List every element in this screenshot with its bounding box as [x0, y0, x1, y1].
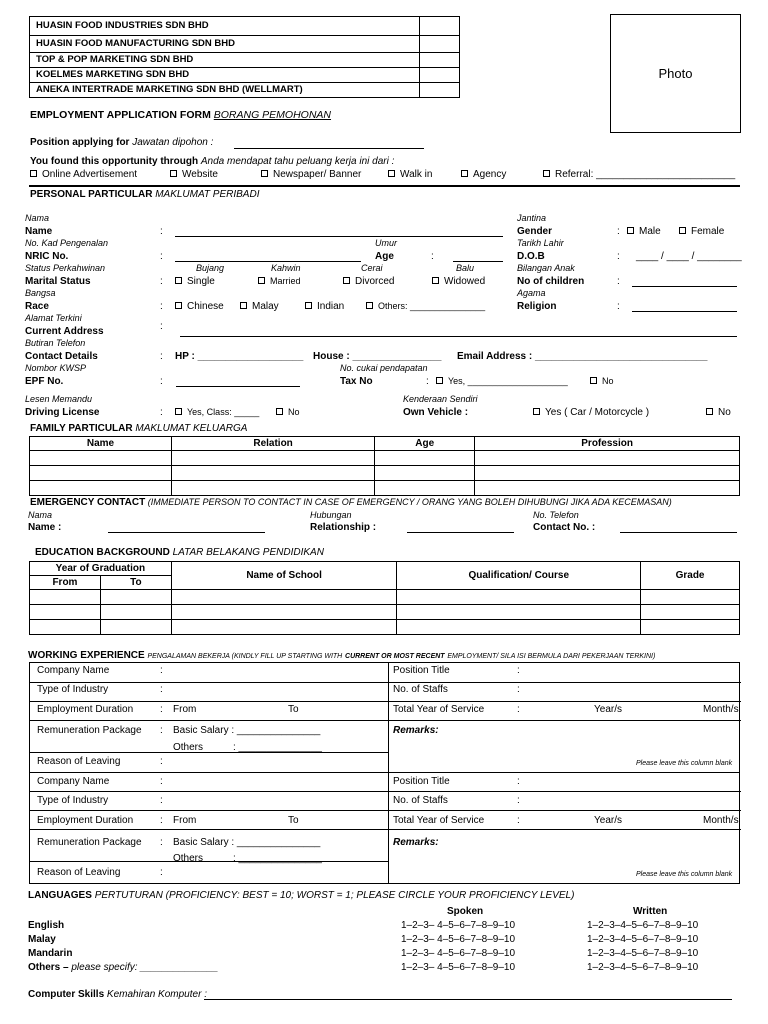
nric-input[interactable] [175, 261, 361, 262]
religion-input[interactable] [632, 311, 737, 312]
emergency-contact-input[interactable] [620, 532, 737, 533]
name-input[interactable] [175, 236, 503, 237]
age-label: Age [375, 251, 394, 262]
checkbox-icon[interactable] [170, 170, 177, 177]
education-heading: EDUCATION BACKGROUND LATAR BELAKANG PENDIDIKAN [35, 547, 324, 558]
table-row[interactable] [30, 466, 740, 481]
work-heading: WORKING EXPERIENCE PENGALAMAN BEKERJA (KINDLY FILL UP STARTING WITH CURRENT OR MOST RECENT EMPLOYMENT/ SILA ISI BERMULA DARI PEKERJAAN TERKINI) [28, 650, 656, 661]
company-checkbox[interactable] [420, 17, 460, 36]
work-duration-label: Employment Duration [37, 704, 134, 715]
dob-label: D.O.B [517, 251, 545, 262]
dob-input[interactable]: ____ / ____ / ________ [636, 251, 742, 262]
address-label-ms: Alamat Terkini [25, 313, 82, 323]
year-of-graduation-header: Year of Graduation [30, 562, 172, 576]
vehicle-no-option[interactable]: No [706, 408, 731, 418]
work-block-2 [29, 773, 740, 884]
married-option[interactable]: Married [258, 277, 301, 287]
family-col-relation: Relation [171, 437, 374, 451]
license-label-ms: Lesen Memandu [25, 394, 93, 404]
religion-label: Religion [517, 301, 557, 312]
company-name: KOELMES MARKETING SDN BHD [30, 68, 420, 83]
work-staffs-label: No. of Staffs [393, 795, 448, 806]
position-label-ms: Jawatan dipohon : [132, 137, 214, 148]
vehicle-yes-option[interactable]: Yes ( Car / Motorcycle ) [533, 408, 649, 418]
license-no-option[interactable]: No [276, 408, 300, 418]
race-label: Race [25, 301, 49, 312]
malay-option[interactable]: Malay [240, 302, 279, 312]
company-checkbox[interactable] [420, 36, 460, 53]
single-label-ms: Bujang [196, 263, 225, 273]
widowed-label-ms: Balu [456, 263, 475, 273]
source-option[interactable]: Website [170, 170, 218, 180]
checkbox-icon[interactable] [261, 170, 268, 177]
chinese-option[interactable]: Chinese [175, 302, 224, 312]
work-industry-label: Type of Industry [37, 795, 109, 806]
computer-skills-label-ms: Kemahiran Komputer : [106, 989, 207, 1000]
emergency-name-ms: Nama [28, 510, 53, 520]
table-row[interactable] [30, 451, 740, 466]
spoken-header: Spoken [447, 906, 484, 917]
tax-yes-option[interactable]: Yes, ____________________ [436, 377, 568, 387]
male-option[interactable]: Male [627, 227, 661, 237]
work-position-label: Position Title [393, 776, 450, 787]
age-input[interactable] [453, 261, 503, 262]
email-input[interactable]: Email Address : _______________________________ [457, 351, 708, 362]
work-company-label: Company Name [37, 665, 110, 676]
epf-label: EPF No. [25, 376, 64, 387]
divorced-option[interactable]: Divorced [343, 277, 394, 287]
tax-label: Tax No [340, 376, 373, 387]
table-row[interactable] [30, 481, 740, 496]
hp-input[interactable]: HP : ___________________ [175, 351, 304, 362]
family-col-profession: Profession [475, 437, 740, 451]
company-table [29, 16, 460, 98]
written-scale-english[interactable]: 1–2–3–4–5–6–7–8–9–10 [587, 920, 699, 931]
female-option[interactable]: Female [679, 227, 724, 237]
nric-label: NRIC No. [25, 251, 69, 262]
work-block-1 [29, 662, 740, 773]
table-row[interactable] [30, 620, 740, 635]
emergency-relationship-ms: Hubungan [310, 510, 352, 520]
source-label: You found this opportunity through [30, 156, 199, 167]
name-label-ms: Nama [25, 213, 50, 223]
house-input[interactable]: House : ________________ [313, 351, 442, 362]
emergency-contact-label: Contact No. : [533, 522, 596, 533]
position-row [30, 138, 213, 148]
tax-no-option[interactable]: No [590, 377, 614, 387]
work-others-label: Others [173, 742, 204, 753]
spoken-scale-mandarin[interactable]: 1–2–3– 4–5–6–7–8–9–10 [401, 948, 516, 959]
license-yes-option[interactable]: Yes, Class: _____ [175, 408, 259, 418]
checkbox-icon[interactable] [461, 170, 468, 177]
epf-label-ms: Nombor KWSP [25, 363, 87, 373]
language-malay: Malay [28, 934, 56, 945]
work-others-input[interactable]: : _______________ [233, 742, 322, 753]
photo-label: Photo [658, 66, 693, 81]
spoken-scale-others[interactable]: 1–2–3– 4–5–6–7–8–9–10 [401, 962, 516, 973]
company-name: TOP & POP MARKETING SDN BHD [30, 53, 420, 68]
source-label-ms: Anda mendapat tahu peluang kerja ini dari : [200, 156, 395, 167]
company-name: HUASIN FOOD MANUFACTURING SDN BHD [30, 36, 420, 53]
company-name: HUASIN FOOD INDUSTRIES SDN BHD [30, 17, 420, 36]
emergency-relationship-label: Relationship : [310, 522, 377, 533]
language-others: Others – please specify: ______________ [28, 962, 219, 973]
work-months-label: Month/s [703, 815, 739, 826]
family-col-name: Name [30, 437, 172, 451]
single-option[interactable]: Single [175, 277, 215, 287]
from-header: From [30, 576, 101, 590]
gender-label-ms: Jantina [517, 213, 547, 223]
section-divider [29, 185, 740, 187]
work-blank-note: Please leave this column blank [636, 760, 733, 767]
source-option[interactable]: Walk in [388, 170, 432, 180]
marital-label-ms: Status Perkahwinan [25, 263, 106, 273]
written-scale-others[interactable]: 1–2–3–4–5–6–7–8–9–10 [587, 962, 699, 973]
work-remarks-label: Remarks: [393, 725, 439, 736]
age-label-ms: Umur [375, 238, 397, 248]
emergency-name-input[interactable] [108, 532, 265, 533]
work-position-label: Position Title [393, 665, 450, 676]
position-label: Position applying for [30, 137, 130, 148]
company-checkbox[interactable] [420, 83, 460, 98]
written-header: Written [633, 906, 668, 917]
work-remuneration-label: Remuneration Package [37, 725, 142, 736]
work-remarks-label: Remarks: [393, 837, 439, 848]
qualification-header: Qualification/ Course [397, 562, 641, 590]
religion-label-ms: Agama [517, 288, 546, 298]
work-staffs-label: No. of Staffs [393, 684, 448, 695]
address-label: Current Address [25, 326, 104, 337]
source-option[interactable]: Agency [461, 170, 506, 180]
spoken-scale-english[interactable]: 1–2–3– 4–5–6–7–8–9–10 [401, 920, 516, 931]
photo-box[interactable] [610, 14, 741, 133]
contact-label: Contact Details [25, 351, 98, 362]
work-reason-label: Reason of Leaving [37, 756, 121, 767]
form-title [30, 110, 331, 121]
married-label-ms: Kahwin [271, 263, 301, 273]
emergency-relationship-input[interactable] [407, 532, 514, 533]
work-company-label: Company Name [37, 776, 110, 787]
source-row [30, 157, 394, 167]
others-race-option[interactable]: Others: _______________ [366, 302, 485, 312]
work-duration-label: Employment Duration [37, 815, 134, 826]
work-months-label: Month/s [703, 704, 739, 715]
company-checkbox[interactable] [420, 53, 460, 68]
checkbox-icon[interactable] [543, 170, 550, 177]
contact-label-ms: Butiran Telefon [25, 338, 86, 348]
personal-heading: PERSONAL PARTICULAR MAKLUMAT PERIBADI [30, 189, 260, 200]
computer-skills-input[interactable] [204, 999, 732, 1000]
languages-heading: LANGUAGES PERTUTURAN (PROFICIENCY: BEST = 10; WORST = 1; PLEASE CIRCLE YOUR PROFICIENCY LEVEL) [28, 890, 575, 901]
grade-header: Grade [641, 562, 740, 590]
work-blank-note: Please leave this column blank [636, 871, 733, 878]
tax-label-ms: No. cukai pendapatan [340, 363, 428, 373]
written-scale-mandarin[interactable]: 1–2–3–4–5–6–7–8–9–10 [587, 948, 699, 959]
emergency-heading: EMERGENCY CONTACT (IMMEDIATE PERSON TO CONTACT IN CASE OF EMERGENCY / ORANG YANG BOLEH DIHUBUNGI JIKA ADA KECEMASAN) [30, 497, 672, 508]
source-option[interactable]: Online Advertisement [30, 170, 137, 180]
title-ms: BORANG PEMOHONAN [213, 109, 332, 121]
computer-skills-label: Computer Skills [28, 989, 105, 1000]
checkbox-icon[interactable] [30, 170, 37, 177]
source-option[interactable]: Newspaper/ Banner [261, 170, 361, 180]
table-row[interactable] [30, 605, 740, 620]
checkbox-icon[interactable] [388, 170, 395, 177]
work-others-input[interactable]: : _______________ [233, 853, 322, 864]
dob-label-ms: Tarikh Lahir [517, 238, 564, 248]
language-mandarin: Mandarin [28, 948, 73, 959]
family-table [29, 436, 740, 496]
work-from-label: From [173, 704, 197, 715]
work-years-label: Year/s [594, 704, 622, 715]
work-others-label: Others [173, 853, 204, 864]
to-header: To [100, 576, 171, 590]
school-header: Name of School [171, 562, 397, 590]
emergency-contact-ms: No. Telefon [533, 510, 579, 520]
vehicle-label-ms: Kenderaan Sendiri [403, 394, 478, 404]
family-col-age: Age [375, 437, 475, 451]
gender-label: Gender [517, 226, 553, 237]
children-label-ms: Bilangan Anak [517, 263, 575, 273]
work-years-label: Year/s [594, 815, 622, 826]
work-industry-label: Type of Industry [37, 684, 109, 695]
table-row[interactable] [30, 590, 740, 605]
work-reason-label: Reason of Leaving [37, 867, 121, 878]
indian-option[interactable]: Indian [305, 302, 344, 312]
marital-label: Marital Status [25, 276, 91, 287]
work-to-label: To [288, 815, 299, 826]
children-input[interactable] [632, 286, 737, 287]
widowed-option[interactable]: Widowed [432, 277, 485, 287]
position-input[interactable] [234, 148, 424, 149]
children-label: No of children [517, 276, 585, 287]
company-name: ANEKA INTERTRADE MARKETING SDN BHD (WELLMART) [30, 83, 420, 98]
company-checkbox[interactable] [420, 68, 460, 83]
nric-label-ms: No. Kad Pengenalan [25, 238, 109, 248]
work-service-label: Total Year of Service [393, 815, 485, 826]
epf-input[interactable] [176, 386, 300, 387]
source-option[interactable]: Referral: _________________________ [543, 170, 735, 180]
emergency-name-label: Name : [28, 522, 62, 533]
family-heading: FAMILY PARTICULAR MAKLUMAT KELUARGA [30, 423, 248, 434]
name-label: Name [25, 226, 53, 237]
written-scale-malay[interactable]: 1–2–3–4–5–6–7–8–9–10 [587, 934, 699, 945]
address-input[interactable] [180, 336, 737, 337]
work-from-label: From [173, 815, 197, 826]
spoken-scale-malay[interactable]: 1–2–3– 4–5–6–7–8–9–10 [401, 934, 516, 945]
race-label-ms: Bangsa [25, 288, 56, 298]
language-english: English [28, 920, 65, 931]
work-remuneration-label: Remuneration Package [37, 837, 142, 848]
education-table [29, 561, 740, 635]
license-label: Driving License [25, 407, 100, 418]
work-service-label: Total Year of Service [393, 704, 485, 715]
work-to-label: To [288, 704, 299, 715]
title-en: EMPLOYMENT APPLICATION FORM [30, 109, 211, 121]
work-basic-salary-input[interactable]: Basic Salary : _______________ [173, 725, 321, 736]
vehicle-label: Own Vehicle : [403, 407, 469, 418]
work-basic-salary-input[interactable]: Basic Salary : _______________ [173, 837, 321, 848]
computer-skills-row [28, 990, 207, 1000]
divorced-label-ms: Cerai [361, 263, 383, 273]
